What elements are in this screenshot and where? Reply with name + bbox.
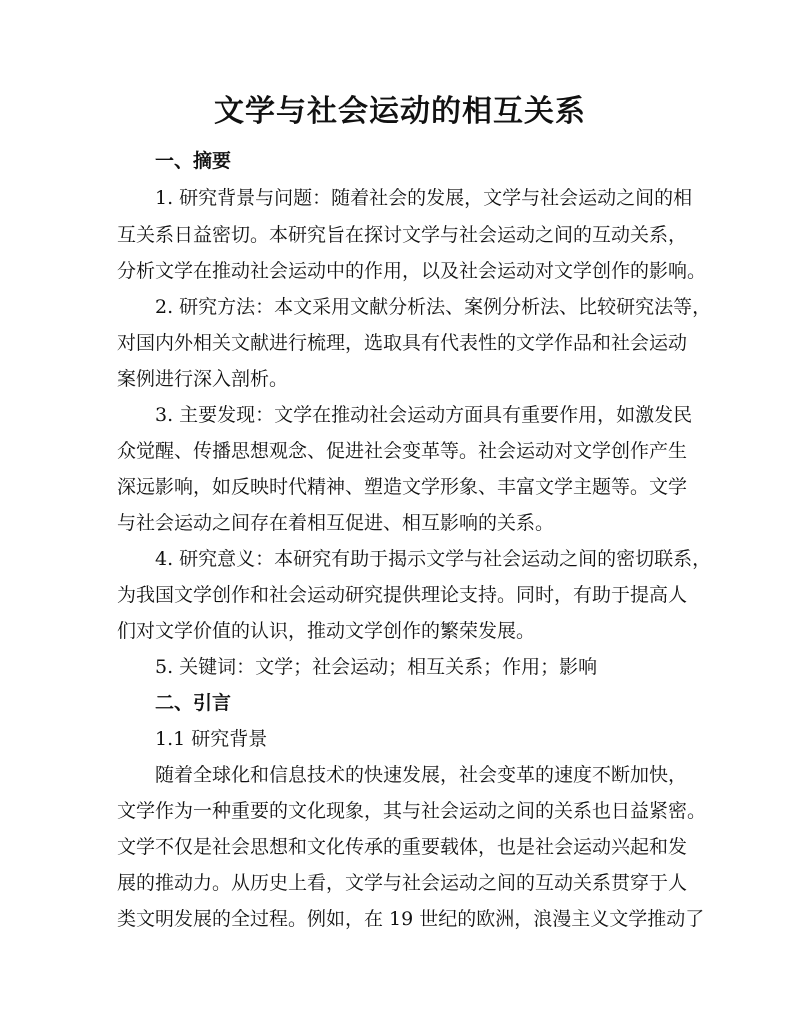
- paragraph-line: 随着全球化和信息技术的快速发展，社会变革的速度不断加快，: [155, 764, 688, 786]
- paragraph-line: 对国内外相关文献进行梳理，选取具有代表性的文学作品和社会运动: [117, 332, 688, 354]
- keywords-line: 5. 关键词：文学；社会运动；相互关系；作用；影响: [155, 656, 598, 678]
- paragraph-line: 互关系日益密切。本研究旨在探讨文学与社会运动之间的互动关系，: [117, 224, 688, 246]
- paragraph-line: 文学作为一种重要的文化现象，其与社会运动之间的关系也日益紧密。: [117, 800, 707, 822]
- paragraph-line: 2. 研究方法：本文采用文献分析法、案例分析法、比较研究法等，: [155, 296, 712, 318]
- paragraph-line: 们对文学价值的认识，推动文学创作的繁荣发展。: [117, 620, 536, 642]
- paragraph-line: 1. 研究背景与问题：随着社会的发展，文学与社会运动之间的相: [155, 187, 693, 209]
- section-heading-abstract: 一、摘要: [155, 150, 232, 172]
- subsection-heading-background: 1.1 研究背景: [155, 728, 268, 750]
- paragraph-line: 分析文学在推动社会运动中的作用，以及社会运动对文学创作的影响。: [117, 260, 707, 282]
- paragraph-line: 3. 主要发现：文学在推动社会运动方面具有重要作用，如激发民: [155, 404, 693, 426]
- paragraph-line: 为我国文学创作和社会运动研究提供理论支持。同时，有助于提高人: [117, 584, 688, 606]
- paragraph-line: 展的推动力。从历史上看，文学与社会运动之间的互动关系贯穿于人: [117, 872, 688, 894]
- paragraph-line: 4. 研究意义：本研究有助于揭示文学与社会运动之间的密切联系，: [155, 548, 712, 570]
- section-heading-introduction: 二、引言: [155, 692, 232, 714]
- paragraph-line: 案例进行深入剖析。: [117, 368, 289, 390]
- paragraph-line: 众觉醒、传播思想观念、促进社会变革等。社会运动对文学创作产生: [117, 440, 688, 462]
- paragraph-line: 与社会运动之间存在着相互促进、相互影响的关系。: [117, 512, 555, 534]
- document-title: 文学与社会运动的相互关系: [214, 94, 586, 129]
- paragraph-line: 类文明发展的全过程。例如，在 19 世纪的欧洲，浪漫主义文学推动了: [117, 908, 705, 930]
- paragraph-line: 深远影响，如反映时代精神、塑造文学形象、丰富文学主题等。文学: [117, 476, 688, 498]
- paragraph-line: 文学不仅是社会思想和文化传承的重要载体，也是社会运动兴起和发: [117, 836, 688, 858]
